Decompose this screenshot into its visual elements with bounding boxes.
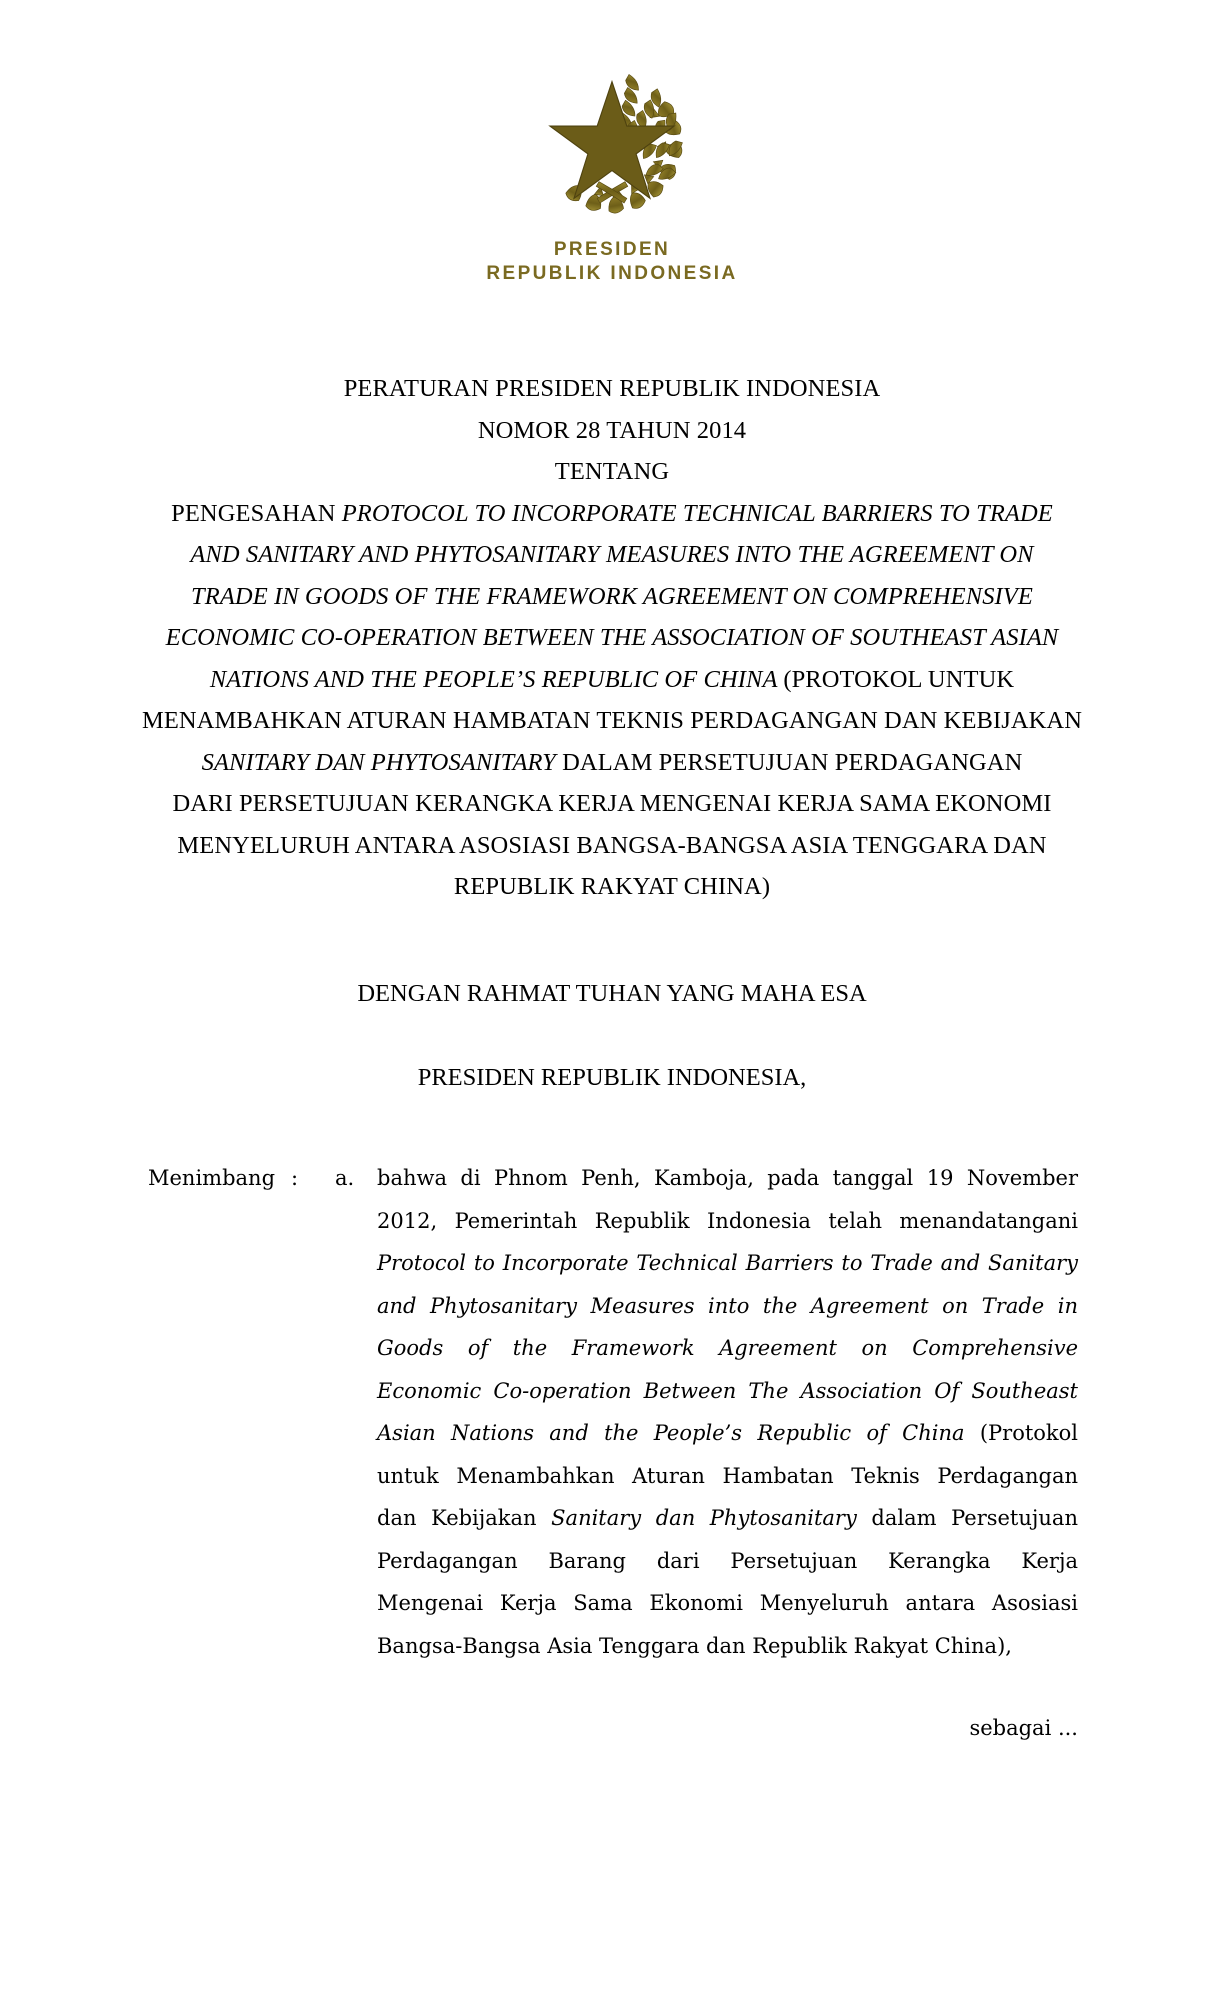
title-body-line: TRADE IN GOODS OF THE FRAMEWORK AGREEMENT ON COMPREHENSIVE (191, 582, 1033, 610)
title-body-line: MENYELURUH ANTARA ASOSIASI BANGSA-BANGSA ASIA TENGGARA DAN (177, 831, 1047, 859)
consideration-line: and Phytosanitary Measures into the Agreement on Trade in (377, 1293, 1078, 1318)
consideration-letter: a. (335, 1166, 355, 1190)
title-body-line: DARI PERSETUJUAN KERANGKA KERJA MENGENAI KERJA SAMA EKONOMI (172, 790, 1052, 817)
consideration-line: Bangsa-Bangsa Asia Tenggara dan Republik Rakyat China), (377, 1633, 1012, 1658)
considerations-label: Menimbang (148, 1166, 276, 1190)
title-line-tentang: TENTANG (554, 458, 670, 485)
title-body-line: ECONOMIC CO-OPERATION BETWEEN THE ASSOCIATION OF SOUTHEAST ASIAN (165, 624, 1059, 651)
letterhead (0, 52, 1224, 287)
title-body-line: SANITARY DAN PHYTOSANITARY DALAM PERSETUJUAN PERDAGANGAN (201, 748, 1023, 776)
invocation-line: DENGAN RAHMAT TUHAN YANG MAHA ESA (357, 980, 867, 1007)
title-line-nomor: NOMOR 28 TAHUN 2014 (477, 416, 747, 444)
consideration-line: Goods of the Framework Agreement on Comprehensive (377, 1336, 1078, 1360)
consideration-line: bahwa di Phnom Penh, Kamboja, pada tanggal 19 November (377, 1166, 1078, 1190)
title-body-line: REPUBLIK RAKYAT CHINA) (453, 873, 771, 900)
page-continuation-note: sebagai ... (969, 1716, 1078, 1740)
considerations-section (148, 1157, 1078, 1667)
issuer-line: PRESIDEN REPUBLIK INDONESIA, (417, 1064, 807, 1091)
consideration-item-a (148, 1157, 1078, 1667)
considerations-colon: : (291, 1166, 299, 1190)
consideration-text (377, 1157, 1078, 1667)
title-body-line: MENAMBAHKAN ATURAN HAMBATAN TEKNIS PERDAGANGAN DAN KEBIJAKAN (141, 707, 1083, 734)
consideration-line: Protocol to Incorporate Technical Barriers to Trade and Sanitary (377, 1251, 1078, 1275)
consideration-line: Economic Co-operation Between The Association Of Southeast (377, 1378, 1078, 1403)
title-line-peraturan: PERATURAN PRESIDEN REPUBLIK INDONESIA (343, 375, 881, 402)
title-body-line: NATIONS AND THE PEOPLE’S REPUBLIC OF CHINA (PROTOKOL UNTUK (209, 665, 1015, 693)
letterhead-caption (0, 238, 1224, 287)
document-title-block (112, 368, 1112, 908)
title-body-line: AND SANITARY AND PHYTOSANITARY MEASURES INTO THE AGREEMENT ON (190, 541, 1034, 568)
consideration-line: Mengenai Kerja Sama Ekonomi Menyeluruh antara Asosiasi (377, 1591, 1078, 1615)
consideration-line: Asian Nations and the People’s Republic of China (Protokol (377, 1421, 1078, 1445)
title-body-line: PENGESAHAN PROTOCOL TO INCORPORATE TECHNICAL BARRIERS TO TRADE (171, 499, 1053, 527)
letterhead-line-republik-indonesia: REPUBLIK INDONESIA (486, 263, 738, 285)
consideration-line: 2012, Pemerintah Republik Indonesia telah menandatangani (377, 1208, 1078, 1233)
consideration-line: dan Kebijakan Sanitary dan Phytosanitary dalam Persetujuan (377, 1506, 1078, 1530)
letterhead-line-presiden: PRESIDEN (553, 239, 671, 260)
consideration-line: untuk Menambahkan Aturan Hambatan Teknis Perdagangan (377, 1463, 1078, 1488)
presidential-seal-icon (517, 52, 707, 228)
consideration-line: Perdagangan Barang dari Persetujuan Kerangka Kerja (377, 1548, 1078, 1573)
